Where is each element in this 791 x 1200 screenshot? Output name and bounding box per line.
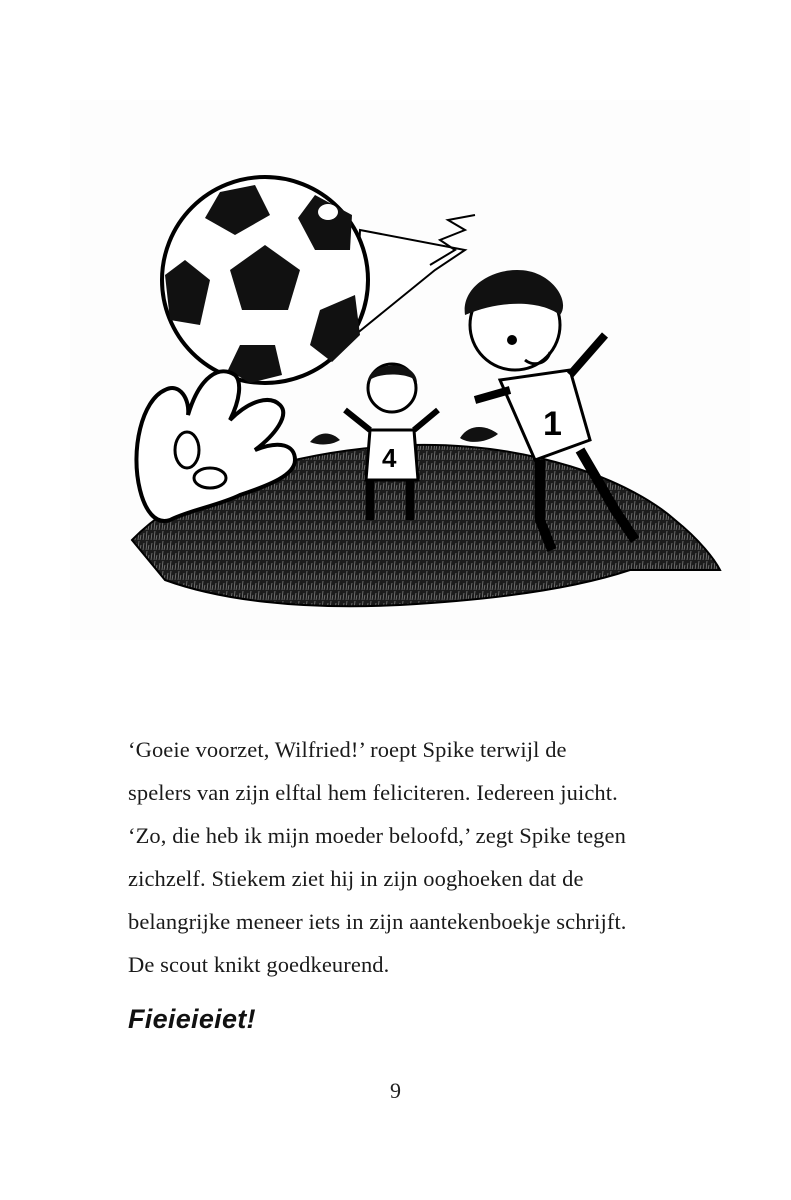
soccer-ball-icon — [162, 177, 368, 383]
story-line: ‘Zo, die heb ik mijn moeder beloofd,’ zegt Spike tegen — [128, 823, 626, 848]
bird-icon — [460, 427, 498, 442]
svg-text:4: 4 — [382, 443, 397, 473]
svg-text:1: 1 — [543, 405, 562, 443]
story-line: zichzelf. Stiekem ziet hij in zijn ooghoeken dat de — [128, 866, 584, 891]
comic-illustration — [70, 100, 750, 640]
story-line: De scout knikt goedkeurend. — [128, 952, 390, 977]
story-text — [128, 728, 688, 986]
page-number: 9 — [390, 1078, 401, 1103]
story-line: belangrijke meneer iets in zijn aantekenboekje schrijft. — [128, 909, 627, 934]
story-line: spelers van zijn elftal hem feliciteren. Iedereen juicht. — [128, 780, 618, 805]
bird-icon — [310, 434, 340, 445]
story-line: ‘Goeie voorzet, Wilfried!’ roept Spike terwijl de — [128, 737, 567, 762]
whistle-sound-effect: Fieieieiet! — [128, 1004, 256, 1034]
